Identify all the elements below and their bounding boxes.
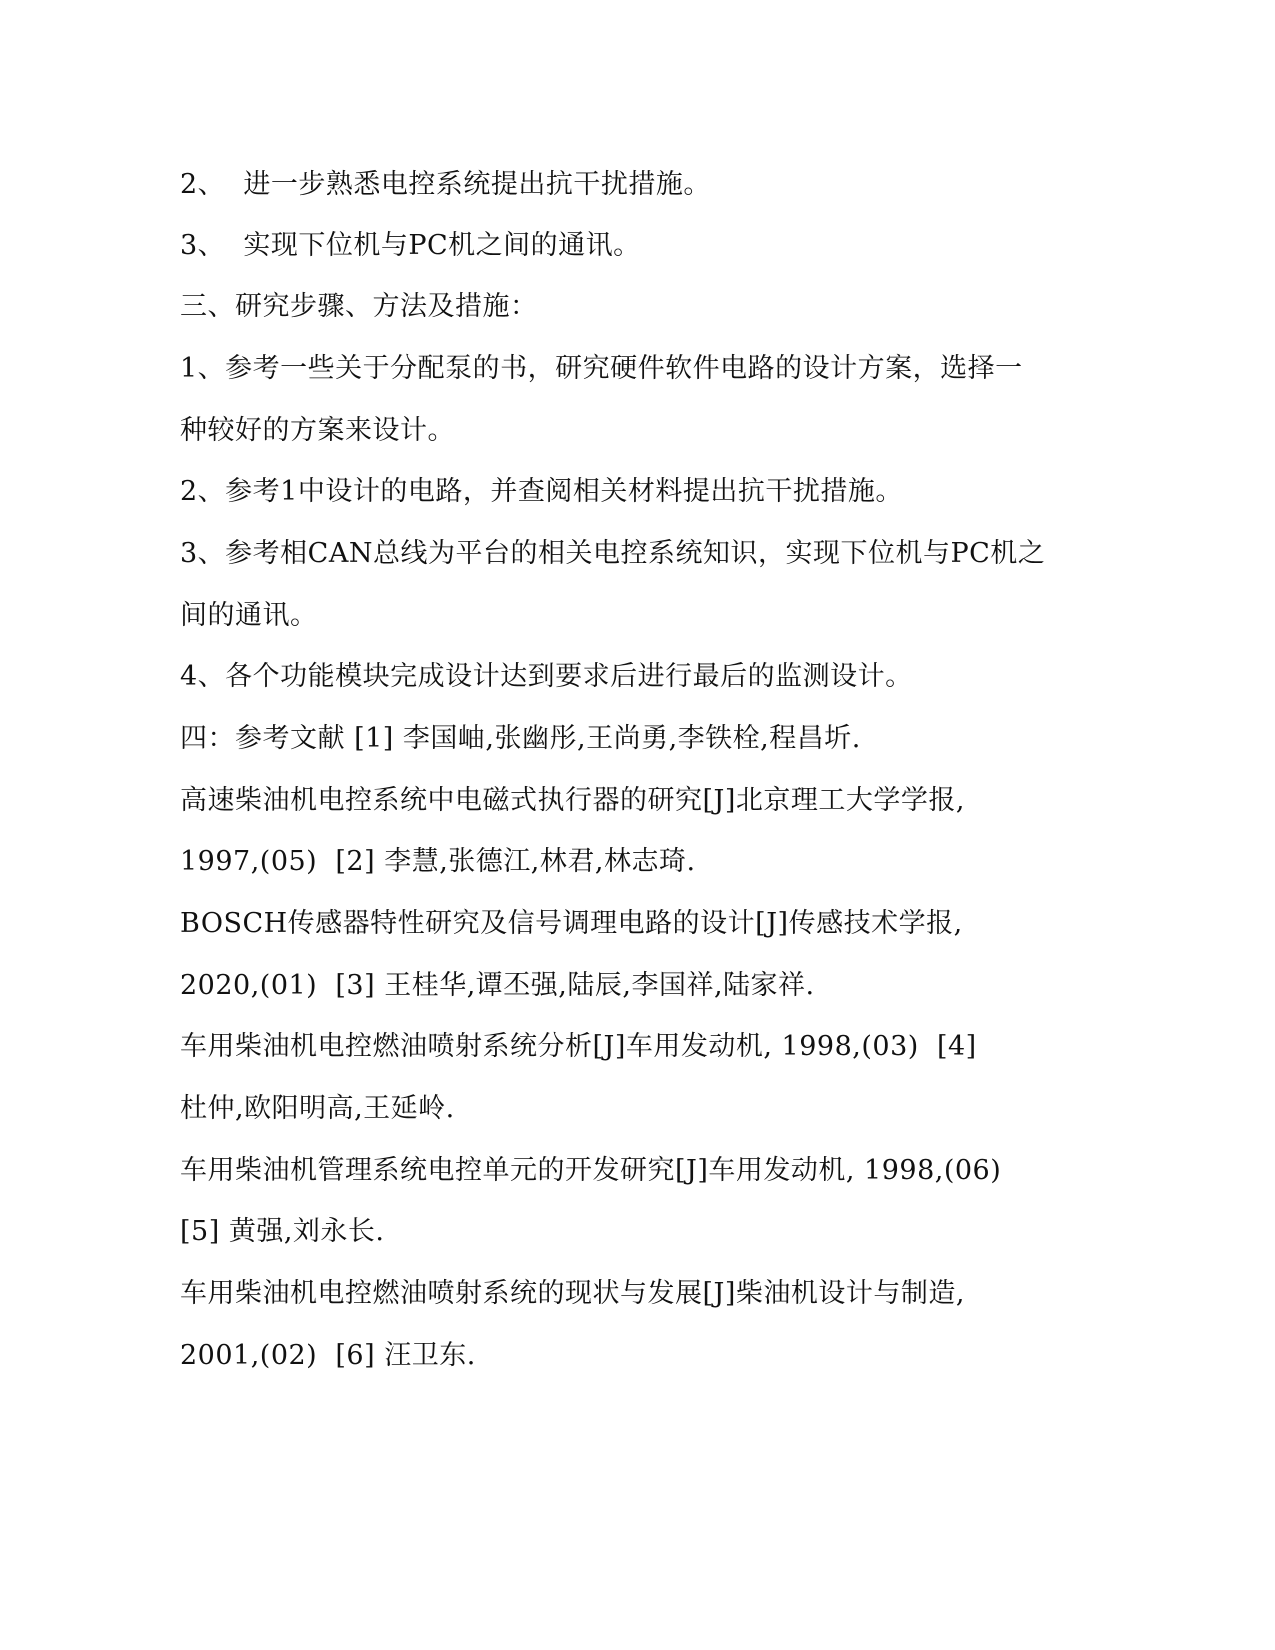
text-line: 1997,(05) [2] 李慧,张德江,林君,林志琦. bbox=[180, 846, 696, 877]
text-line: 种较好的方案来设计。 bbox=[180, 415, 455, 446]
text-line: 2001,(02) [6] 汪卫东. bbox=[180, 1340, 476, 1371]
text-line: BOSCH传感器特性研究及信号调理电路的设计[J]传感技术学报, bbox=[180, 908, 963, 939]
text-line: 三、研究步骤、方法及措施： bbox=[180, 291, 538, 322]
text-line: 四：参考文献 [1] 李国岫,张幽彤,王尚勇,李铁栓,程昌圻. bbox=[180, 723, 861, 754]
text-line: 车用柴油机电控燃油喷射系统分析[J]车用发动机, 1998,(03) [4] bbox=[180, 1031, 977, 1062]
text-line: 杜仲,欧阳明高,王延岭. bbox=[180, 1093, 455, 1124]
text-line: 高速柴油机电控系统中电磁式执行器的研究[J]北京理工大学学报, bbox=[180, 785, 965, 816]
text-line: [5] 黄强,刘永长. bbox=[180, 1216, 385, 1247]
text-line: 4、各个功能模块完成设计达到要求后进行最后的监测设计。 bbox=[180, 661, 913, 692]
text-line: 1、参考一些关于分配泵的书，研究硬件软件电路的设计方案，选择一 bbox=[180, 353, 1023, 384]
text-line: 间的通讯。 bbox=[180, 600, 318, 631]
text-line: 2、 进一步熟悉电控系统提出抗干扰措施。 bbox=[180, 169, 711, 200]
text-line: 2020,(01) [3] 王桂华,谭丕强,陆辰,李国祥,陆家祥. bbox=[180, 970, 815, 1001]
text-line: 车用柴油机管理系统电控单元的开发研究[J]车用发动机, 1998,(06) bbox=[180, 1155, 1002, 1186]
text-line: 车用柴油机电控燃油喷射系统的现状与发展[J]柴油机设计与制造, bbox=[180, 1278, 965, 1309]
text-line: 2、参考1中设计的电路，并查阅相关材料提出抗干扰措施。 bbox=[180, 476, 903, 507]
text-line: 3、 实现下位机与PC机之间的通讯。 bbox=[180, 230, 641, 261]
text-line: 3、参考相CAN总线为平台的相关电控系统知识，实现下位机与PC机之 bbox=[180, 538, 1046, 569]
